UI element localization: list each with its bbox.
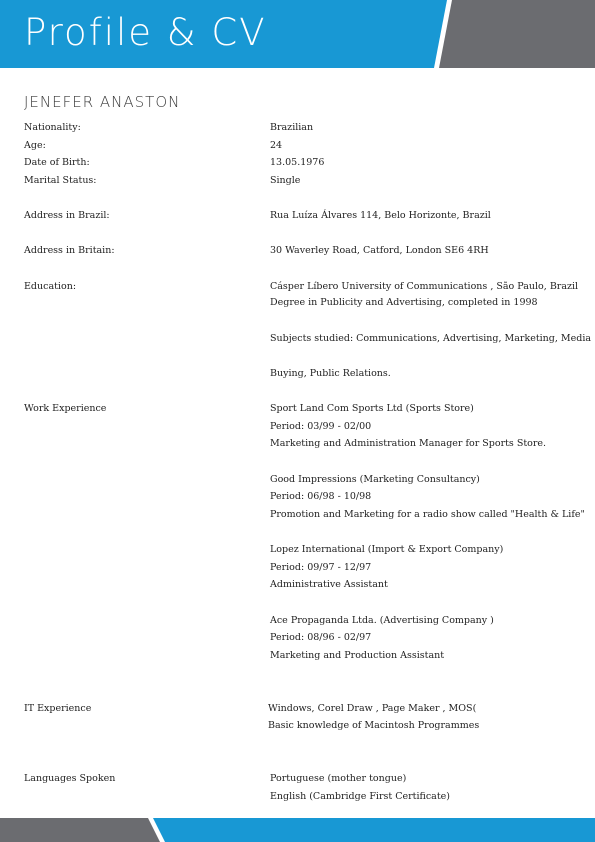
job-role: Administrative Assistant (270, 579, 388, 590)
job-role: Marketing and Production Assistant (270, 650, 445, 661)
it-experience-line: Windows, Corel Draw , Page Maker , MOS( (268, 703, 477, 714)
address-britain-value: 30 Waverley Road, Catford, London SE6 4RH (270, 245, 489, 256)
it-experience-label: IT Experience (24, 703, 92, 714)
page-title: Profile & CV (24, 11, 267, 54)
footer-blue-shape (153, 818, 595, 842)
address-brazil-value: Rua Luíza Álvares 114, Belo Horizonte, Brazil (270, 210, 491, 221)
work-experience-label: Work Experience (24, 403, 107, 414)
job-company: Lopez International (Import & Export Company) (270, 544, 504, 555)
age-label: Age: (24, 140, 46, 151)
marital-status-value: Single (270, 175, 301, 186)
dob-value: 13.05.1976 (270, 157, 325, 168)
header-gray-shape (439, 0, 595, 68)
job-role: Marketing and Administration Manager for Sports Store. (270, 438, 547, 449)
job-company: Good Impressions (Marketing Consultancy) (270, 474, 480, 485)
marital-status-label: Marital Status: (24, 175, 97, 186)
it-experience-line: Basic knowledge of Macintosh Programmes (268, 720, 480, 731)
job-period: Period: 03/99 - 02/00 (270, 421, 372, 432)
job-role: Promotion and Marketing for a radio show called "Health & Life" (270, 509, 585, 520)
address-britain-label: Address in Britain: (24, 245, 115, 256)
language-line: Portuguese (mother tongue) (270, 773, 407, 784)
footer-gray-shape (0, 818, 160, 842)
dob-label: Date of Birth: (24, 157, 90, 168)
footer-banner (0, 818, 595, 842)
education-line: Degree in Publicity and Advertising, completed in 1998 (270, 297, 538, 308)
education-line: Cásper Líbero University of Communications , São Paulo, Brazil (270, 281, 579, 292)
languages-label: Languages Spoken (24, 773, 116, 784)
job-period: Period: 06/98 - 10/98 (270, 491, 372, 502)
age-value: 24 (270, 140, 283, 151)
job-period: Period: 08/96 - 02/97 (270, 632, 372, 643)
job-company: Sport Land Com Sports Ltd (Sports Store) (270, 403, 474, 414)
job-company: Ace Propaganda Ltda. (Advertising Company ) (270, 615, 494, 626)
footer-shapes (0, 818, 595, 842)
job-period: Period: 09/97 - 12/97 (270, 562, 372, 573)
nationality-value: Brazilian (270, 122, 314, 133)
education-label: Education: (24, 281, 77, 292)
address-brazil-label: Address in Brazil: (24, 210, 110, 221)
education-line: Buying, Public Relations. (270, 368, 391, 379)
header-banner (0, 0, 595, 68)
nationality-label: Nationality: (24, 122, 81, 133)
education-line: Subjects studied: Communications, Advertising, Marketing, Media (270, 333, 592, 344)
person-name: JENEFER ANASTON (24, 93, 181, 111)
language-line: English (Cambridge First Certificate) (270, 791, 450, 802)
